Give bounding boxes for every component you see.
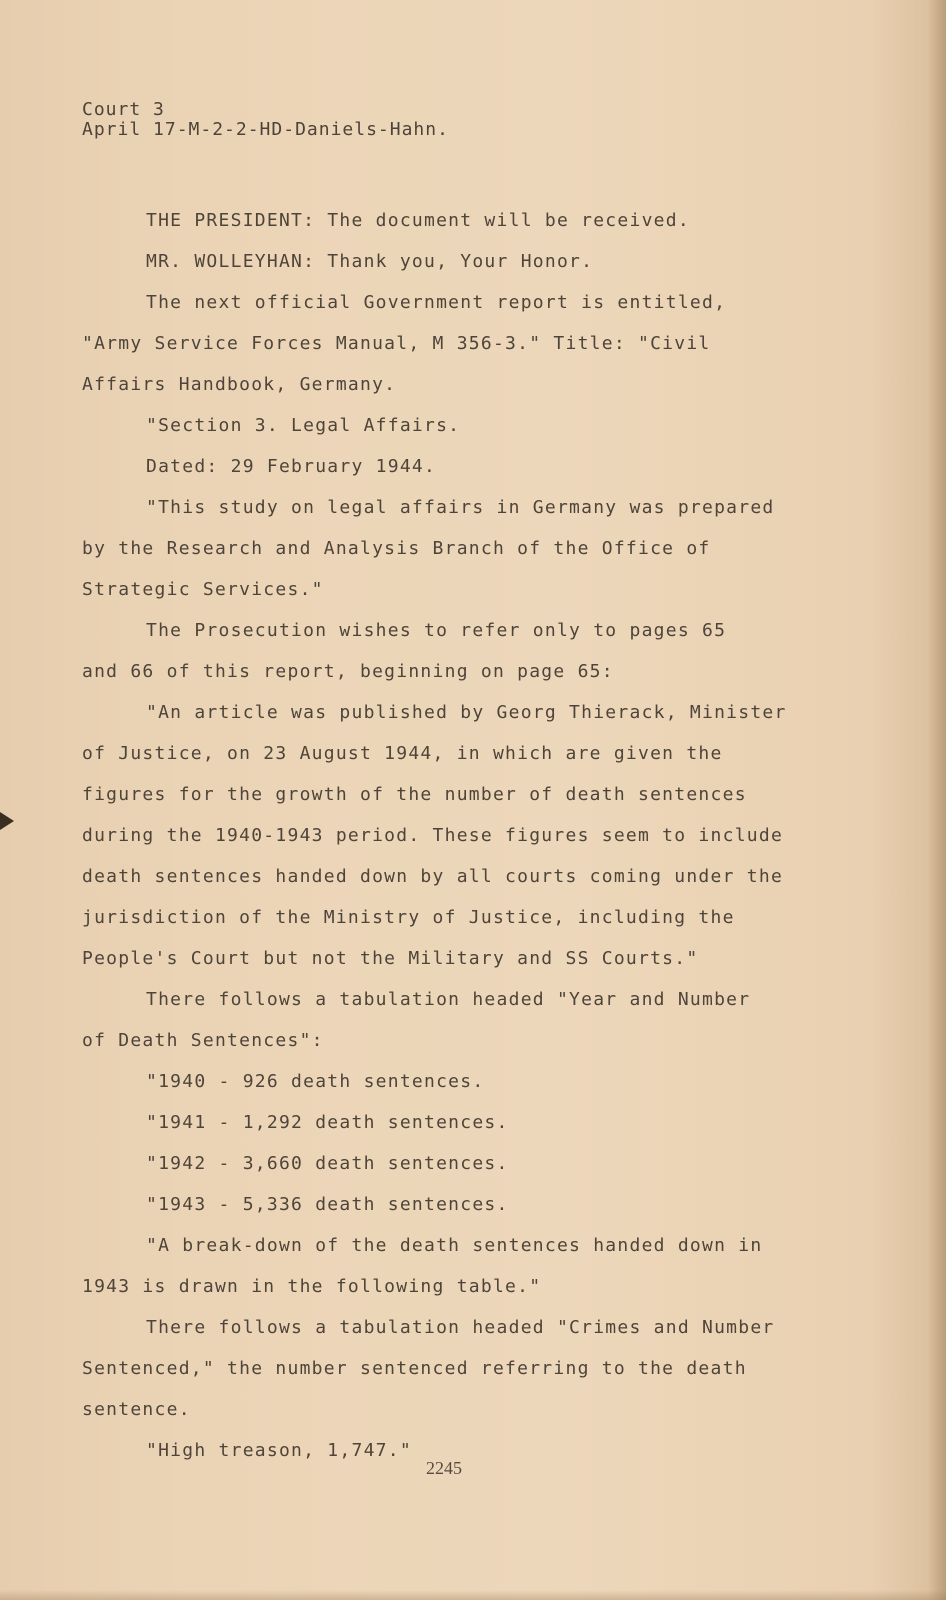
transcript-line: "Army Service Forces Manual, M 356-3." Title: "Civil (82, 333, 711, 354)
page-edge-shadow (928, 0, 946, 1600)
transcript-line: "1941 - 1,292 death sentences. (146, 1112, 509, 1133)
court-label: Court 3 (82, 99, 165, 120)
transcript-line: death sentences handed down by all courts coming under the (82, 866, 784, 887)
page-number: 2245 (426, 1458, 462, 1478)
transcript-line: and 66 of this report, beginning on page 65: (82, 661, 614, 682)
transcript-line: sentence. (82, 1399, 191, 1420)
binding-notch-mark (0, 812, 14, 830)
transcript-line: MR. WOLLEYHAN: Thank you, Your Honor. (146, 251, 594, 272)
transcript-line: of Justice, on 23 August 1944, in which are given the (82, 743, 723, 764)
page-bottom-shadow (0, 1590, 946, 1600)
transcript-line: Dated: 29 February 1944. (146, 456, 437, 477)
transcript-line: "Section 3. Legal Affairs. (146, 415, 461, 436)
transcript-line: There follows a tabulation headed "Crimes and Number (146, 1317, 775, 1338)
transcript-line: Affairs Handbook, Germany. (82, 374, 397, 395)
transcript-line: "A break-down of the death sentences handed down in (146, 1235, 763, 1256)
transcript-line: "1943 - 5,336 death sentences. (146, 1194, 509, 1215)
transcript-line: "High treason, 1,747." (146, 1440, 412, 1461)
transcript-line: People's Court but not the Military and SS Courts." (82, 948, 699, 969)
transcript-line: "1942 - 3,660 death sentences. (146, 1153, 509, 1174)
transcript-line: "This study on legal affairs in Germany was prepared (146, 497, 775, 518)
transcript-line: The Prosecution wishes to refer only to pages 65 (146, 620, 727, 641)
transcript-line: "An article was published by Georg Thierack, Minister (146, 702, 787, 723)
document-header (82, 100, 449, 140)
transcript-line: There follows a tabulation headed "Year and Number (146, 989, 751, 1010)
transcript-line: THE PRESIDENT: The document will be received. (146, 210, 690, 231)
transcript-line: Strategic Services." (82, 579, 324, 600)
transcript-line: of Death Sentences": (82, 1030, 324, 1051)
transcript-line: 1943 is drawn in the following table." (82, 1276, 542, 1297)
transcript-line: The next official Government report is entitled, (146, 292, 727, 313)
session-reference: April 17-M-2-2-HD-Daniels-Hahn. (82, 119, 449, 140)
transcript-line: jurisdiction of the Ministry of Justice, including the (82, 907, 735, 928)
transcript-body (82, 200, 822, 1471)
transcript-line: by the Research and Analysis Branch of the Office of (82, 538, 711, 559)
transcript-line: during the 1940-1943 period. These figures seem to include (82, 825, 784, 846)
transcript-line: figures for the growth of the number of death sentences (82, 784, 747, 805)
transcript-line: Sentenced," the number sentenced referring to the death (82, 1358, 747, 1379)
transcript-line: "1940 - 926 death sentences. (146, 1071, 485, 1092)
